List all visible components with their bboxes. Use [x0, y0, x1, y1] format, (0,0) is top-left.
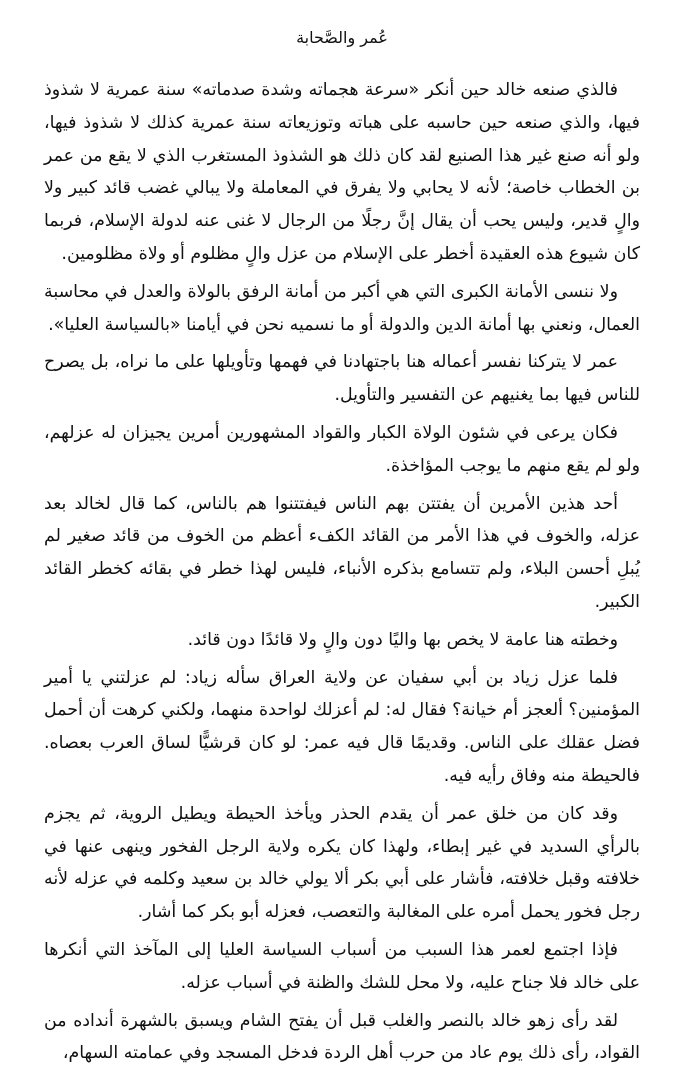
paragraph: فلما عزل زياد بن أبي سفيان عن ولاية العراق سأله زياد: لم عزلتني يا أمير المؤمنين؟ ألعجز أم خيانة؟ فقال له: لم أعزلك لواحدة منهما، ولكني كرهت أن أحمل فضل عقلك على الناس. وقديمًا قال فيه عمر: لو كان قرشيًّا لساق العرب بعصاه. فالحيطة منه وفاق رأيه فيه. — [44, 667, 640, 786]
paragraph: عمر لا يتركنا نفسر أعماله هنا باجتهادنا في فهمها وتأويلها على ما نراه، بل يصرح للناس فيها بما يغنيهم عن التفسير والتأويل. — [44, 352, 640, 406]
paragraph: ولا ننسى الأمانة الكبرى التي هي أكبر من أمانة الرفق بالولاة والعدل في محاسبة العمال، ونعني بها أمانة الدين والدولة أو ما نسميه نحن في أيامنا «بالسياسة العليا». — [44, 281, 640, 335]
paragraph: أحد هذين الأمرين أن يفتتن بهم الناس فيفتتنوا هم بالناس، كما قال لخالد بعد عزله، والخوف في هذا الأمر من القائد الكفء أعظم من الخوف من قائد صغير لم يُبلِ أحسن البلاء، ولم تتسامع بذكره الأنباء، فليس لهذا خطر في بقائه كخطر القائد الكبير. — [44, 493, 640, 612]
running-header: عُمر والصَّحابة — [296, 28, 388, 47]
paragraph: فإذا اجتمع لعمر هذا السبب من أسباب السياسة العليا إلى المآخذ التي أنكرها على خالد فلا جناح عليه، ولا محل للشك والظنة في أسباب عزله. — [44, 939, 640, 993]
paragraph: وقد كان من خلق عمر أن يقدم الحذر ويأخذ الحيطة ويطيل الروية، ثم يجزم بالرأي السديد في غير إبطاء، ولهذا كان يكره ولاية الرجل الفخور وينهى عنها في خلافته وقبل خلافته، فأشار على أبي بكر ألا يولي خالد بن سعيد وكلمه في عزله لأنه رجل فخور يحمل أمره على المغالبة والتعصب، فعزله أبو بكر كما أشار. — [44, 803, 640, 923]
paragraph: لقد رأى زهو خالد بالنصر والغلب قبل أن يفتح الشام ويسبق بالشهرة أنداده من القواد، رأى ذلك يوم عاد من حرب أهل الردة فدخل المسجد وفي عمامته السهام، — [44, 1010, 640, 1064]
paragraph: وخطته هنا عامة لا يخص بها واليًا دون والٍ ولا قائدًا دون قائد. — [187, 629, 618, 650]
document-page — [44, 0, 640, 1064]
paragraph: فكان يرعى في شئون الولاة الكبار والقواد المشهورين أمرين يجيزان له عزلهم، ولو لم يقع منهم ما يوجب المؤاخذة. — [44, 422, 640, 476]
paragraph: فالذي صنعه خالد حين أنكر «سرعة هجماته وشدة صدماته» سنة عمرية لا شذوذ فيها، والذي صنعه حين حاسبه على هباته وتوزيعاته سنة عمرية كذلك لا شذوذ فيها، ولو أنه صنع غير هذا الصنيع لقد كان ذلك هو الشذوذ المستغرب الذي لا يقع من عمر بن الخطاب خاصة؛ لأنه لا يحابي ولا يفرق في المعاملة ولا يبالي غضب قائد كبير ولا والٍ قدير، وليس يحب أن يقال إنَّ رجلًا من الرجال لا غنى عنه لدولة الإسلام، فربما كان شيوع هذه العقيدة أخطر على الإسلام من عزل والٍ مظلوم أو ولاة مظلومين. — [44, 80, 640, 264]
